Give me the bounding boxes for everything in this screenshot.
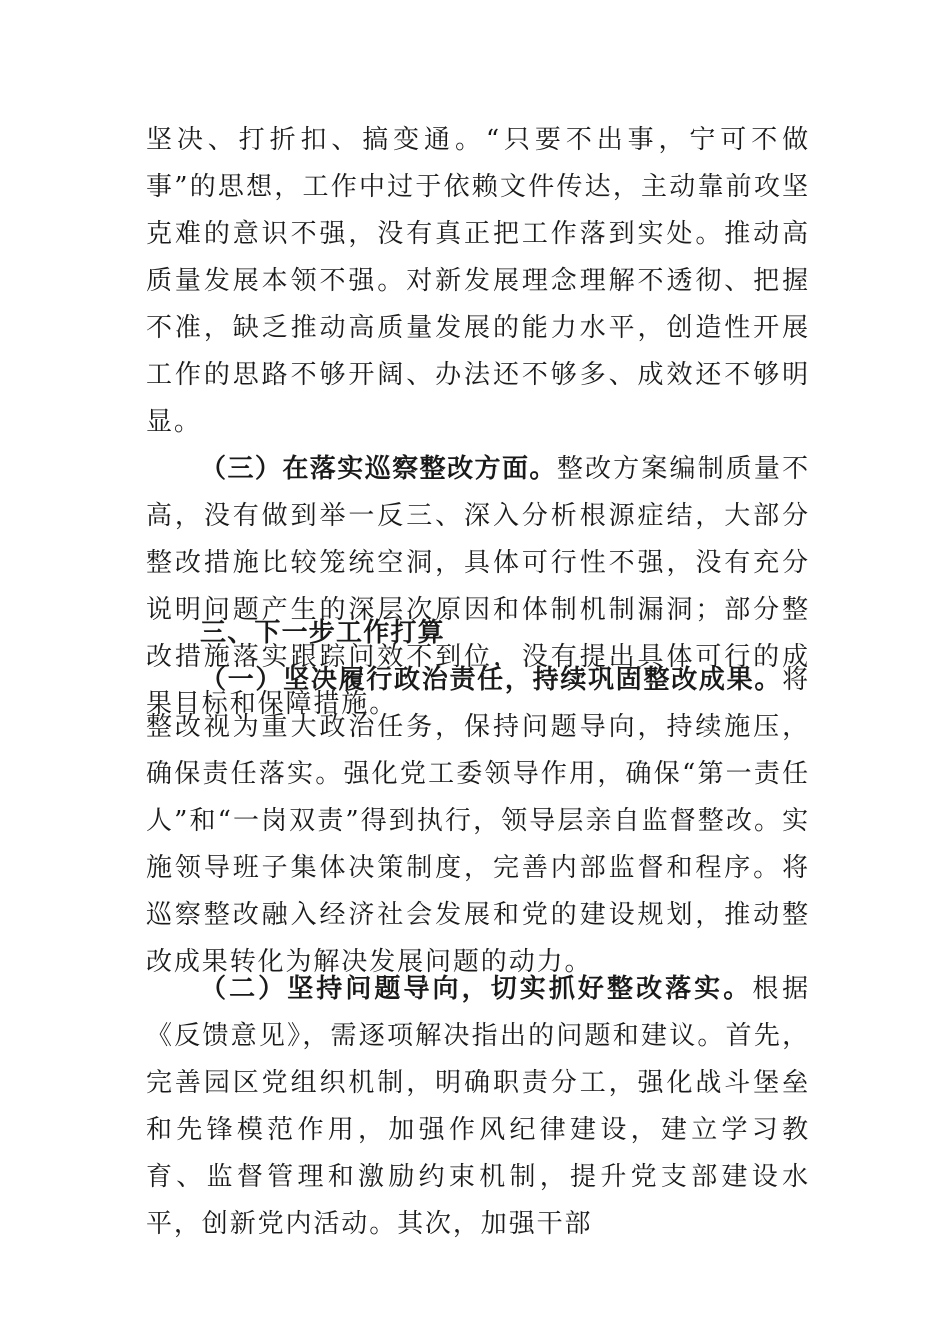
paragraph-item-2 xyxy=(146,966,810,1248)
section-3-body: 整改方案编制质量不高，没有做到举一反三、深入分析根源症结，大部分整改措施比较笼统空洞，具体可行性不强，没有充分说明问题产生的深层次原因和体制机制漏洞；部分整改措施落实跟踪问效不到位，没有提出具体可行的成果目标和保障措施。 xyxy=(146,454,810,719)
item-2-body: 根据《反馈意见》，需逐项解决指出的问题和建议。首先，完善园区党组织机制，明确职责分工，强化战斗堡垒和先锋模范作用，加强作风纪律建设，建立学习教育、监督管理和激励约束机制，提升党支部建设水平，创新党内活动。其次，加强干部 xyxy=(146,974,810,1239)
paragraph-item-1 xyxy=(146,657,810,986)
text-block-2 xyxy=(146,610,810,986)
item-1-body: 将整改视为重大政治任务，保持问题导向，持续施压，确保责任落实。强化党工委领导作用，确保“第一责任人”和“一岗双责”得到执行，领导层亲自监督整改。实施领导班子集体决策制度，完善内部监督和程序。将巡察整改融入经济社会发展和党的建设规划，推动整改成果转化为解决发展问题的动力。 xyxy=(146,665,810,977)
section-heading: 三、下一步工作打算 xyxy=(200,618,445,648)
item-2-lead: （二）坚持问题导向，切实抓好整改落实。 xyxy=(200,974,753,1004)
text-block-3 xyxy=(146,966,810,1248)
paragraph-continued: 坚决、打折扣、搞变通。“只要不出事，宁可不做事”的思想，工作中过于依赖文件传达，主动靠前攻坚克难的意识不强，没有真正把工作落到实处。推动高质量发展本领不强。对新发展理念理解不透彻、把握不准，缺乏推动高质量发展的能力水平，创造性开展工作的思路不够开阔、办法还不够多、成效还不够明显。 xyxy=(146,125,810,437)
item-1-lead: （一）坚决履行政治责任，持续巩固整改成果。 xyxy=(200,665,783,695)
section-3-lead: （三）在落实巡察整改方面。 xyxy=(200,454,557,484)
